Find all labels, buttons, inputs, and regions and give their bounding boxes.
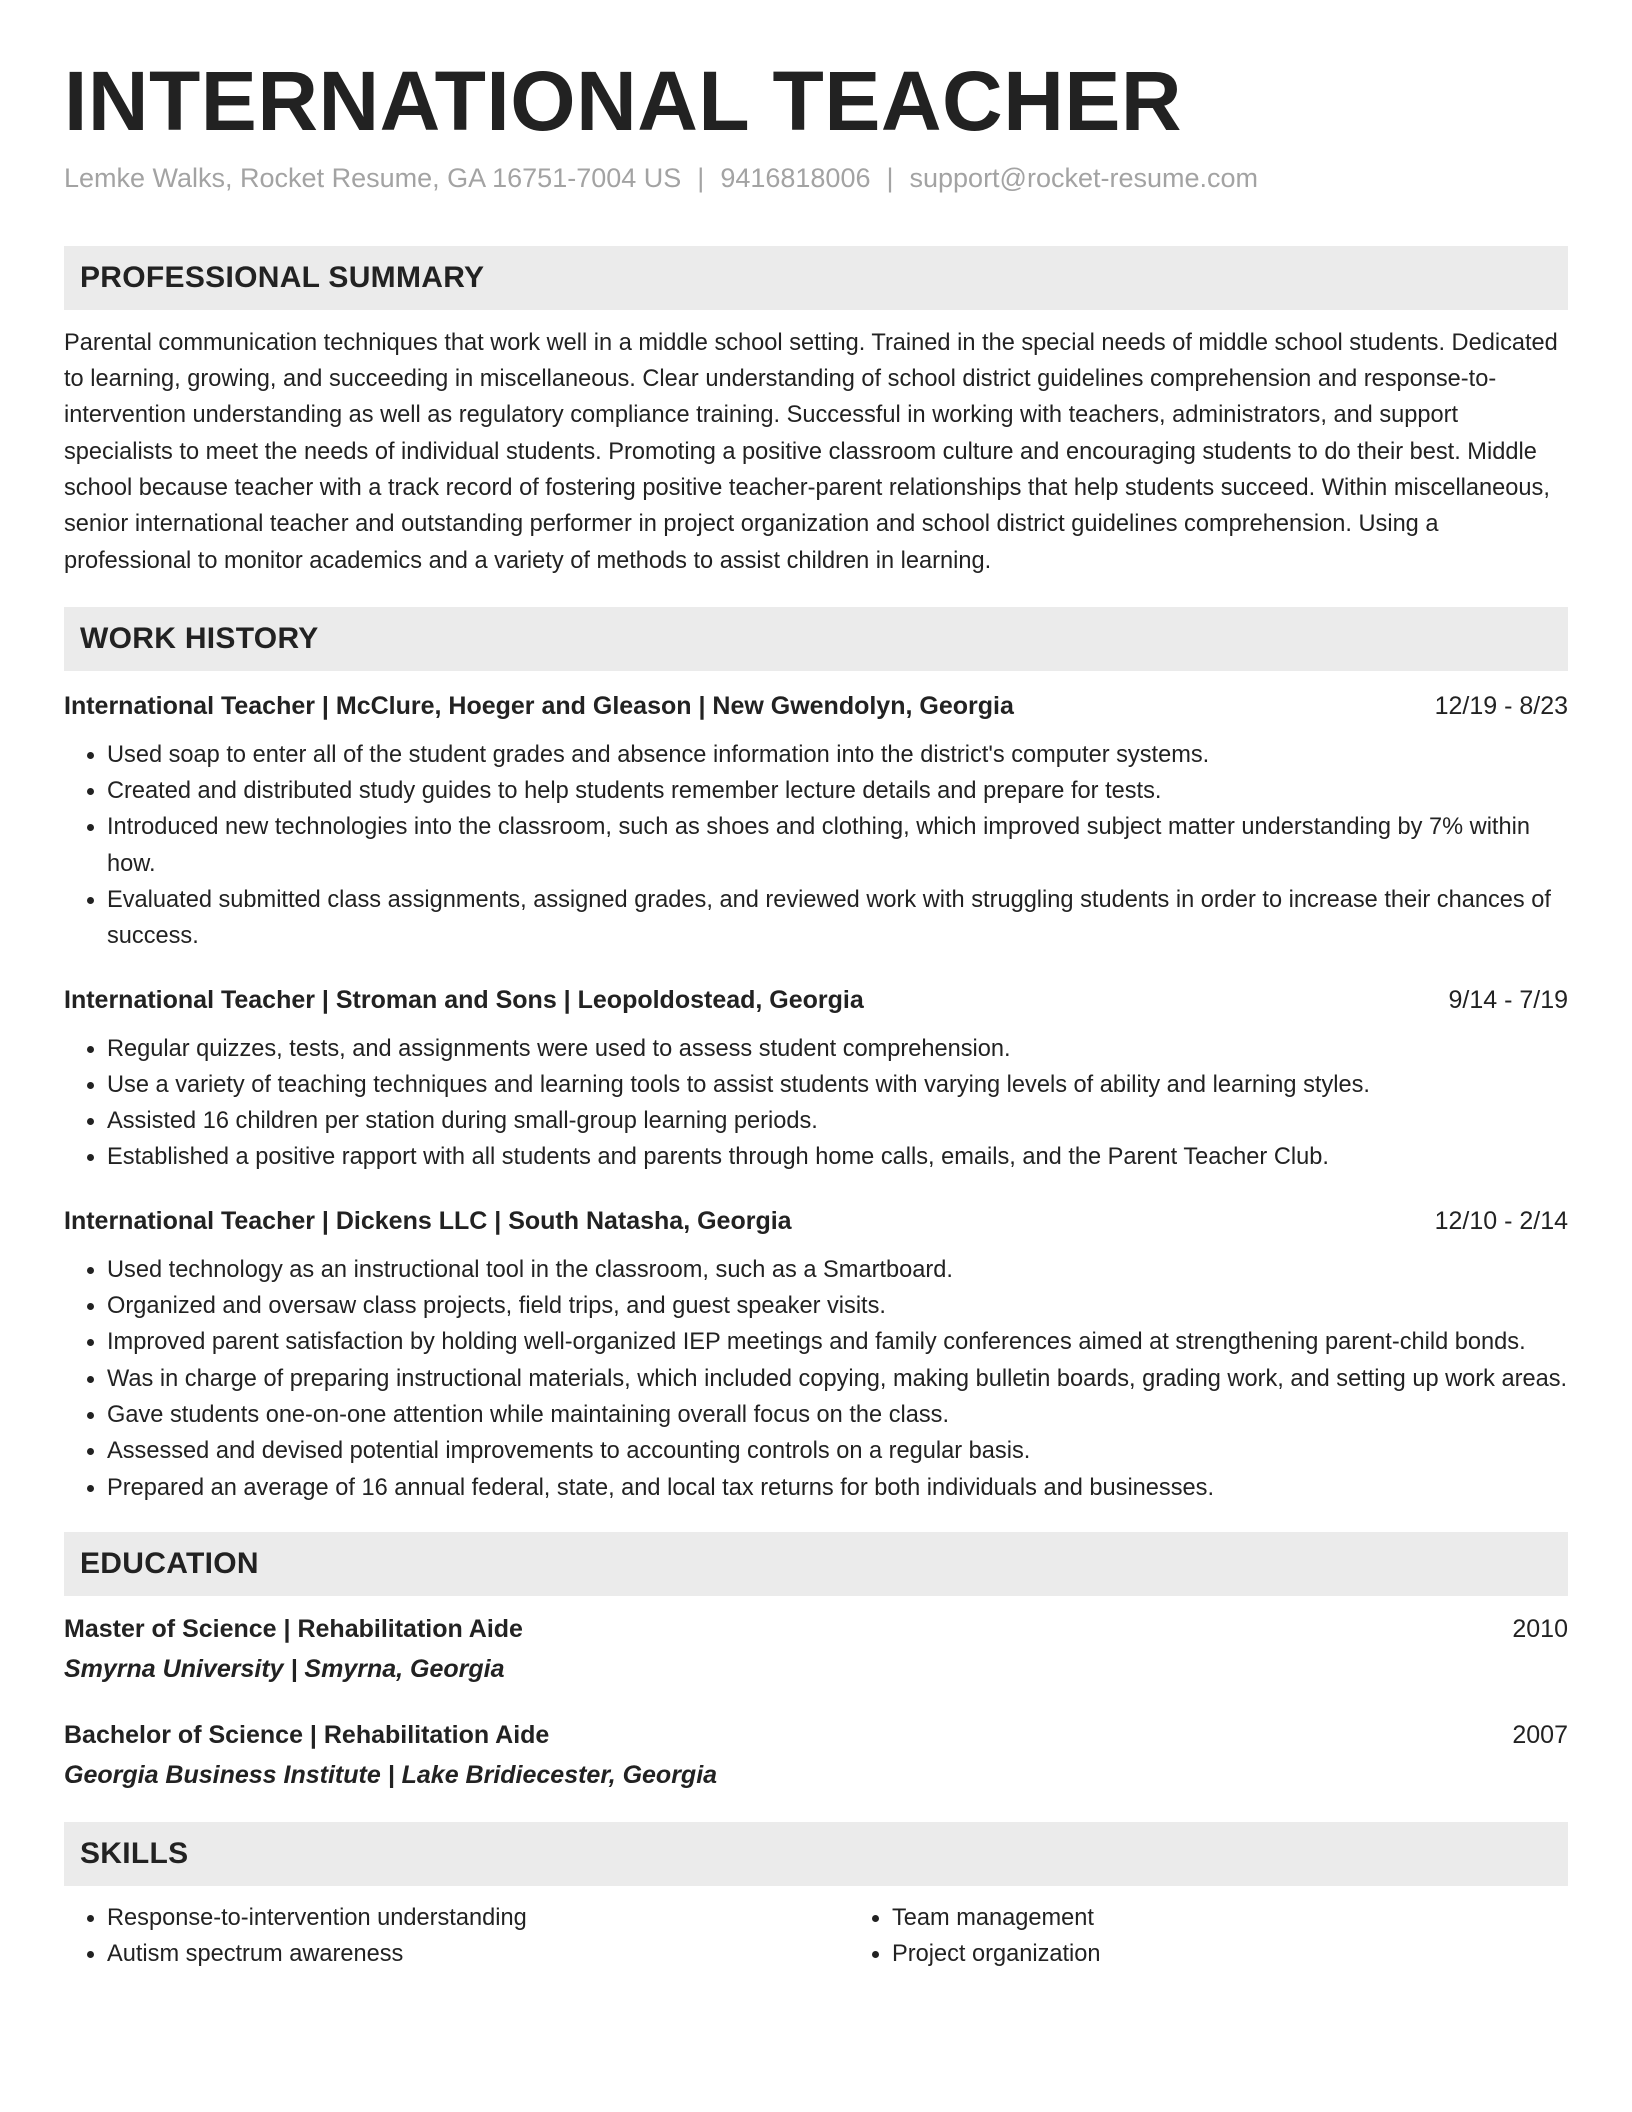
- job-bullet: • Improved parent satisfaction by holding well-organized IEP meetings and family conferences aimed at strengthening parent-child bonds.: [107, 1324, 1568, 1360]
- job-bullet: • Introduced new technologies into the classroom, such as shoes and clothing, which improved subject matter understanding by 7% within how.: [107, 809, 1568, 882]
- education-header: [64, 1718, 1568, 1752]
- contact-phone: 9416818006: [720, 162, 871, 193]
- job-title: International Teacher | Stroman and Sons | Leopoldostead, Georgia: [64, 985, 864, 1014]
- job-bullets: [64, 1252, 1568, 1506]
- skills-column-right: [849, 1900, 1101, 1973]
- education-header: [64, 1612, 1568, 1646]
- job-entry: [64, 983, 1568, 1176]
- job-bullet: • Assisted 16 children per station during small-group learning periods.: [107, 1103, 1568, 1139]
- job-header: [64, 983, 1568, 1017]
- contact-separator: |: [886, 162, 894, 193]
- job-bullet: • Gave students one-on-one attention while maintaining overall focus on the class.: [107, 1397, 1568, 1433]
- skill-item: • Response-to-intervention understanding: [107, 1900, 849, 1936]
- education-entry: [64, 1718, 1568, 1792]
- education-entry: [64, 1612, 1568, 1686]
- contact-separator: |: [697, 162, 705, 193]
- job-bullets: [64, 1031, 1568, 1176]
- job-entry: [64, 689, 1568, 955]
- education-degree: Bachelor of Science | Rehabilitation Aide: [64, 1720, 550, 1749]
- job-dates: 12/10 - 2/14: [1434, 1206, 1568, 1235]
- education-school: Smyrna University | Smyrna, Georgia: [64, 1654, 505, 1683]
- job-bullet: • Created and distributed study guides to help students remember lecture details and prepare for tests.: [107, 773, 1568, 809]
- job-bullet: • Evaluated submitted class assignments, assigned grades, and reviewed work with struggling students in order to increase their chances of success.: [107, 882, 1568, 955]
- job-dates: 9/14 - 7/19: [1448, 985, 1568, 1014]
- skill-item: • Team management: [892, 1900, 1101, 1936]
- job-bullet: • Assessed and devised potential improvements to accounting controls on a regular basis.: [107, 1433, 1568, 1469]
- job-bullet: • Use a variety of teaching techniques and learning tools to assist students with varying levels of ability and learning styles.: [107, 1067, 1568, 1103]
- section-header-summary: PROFESSIONAL SUMMARY: [64, 246, 1568, 310]
- job-bullets: [64, 737, 1568, 955]
- skill-item: • Project organization: [892, 1936, 1101, 1972]
- job-bullet: • Regular quizzes, tests, and assignments were used to assess student comprehension.: [107, 1031, 1568, 1067]
- job-dates: 12/19 - 8/23: [1434, 691, 1568, 720]
- candidate-name: INTERNATIONAL TEACHER: [64, 54, 1183, 148]
- job-title: International Teacher | McClure, Hoeger and Gleason | New Gwendolyn, Georgia: [64, 691, 1014, 720]
- section-header-skills: SKILLS: [64, 1822, 1568, 1886]
- job-bullet: • Used soap to enter all of the student grades and absence information into the district's computer systems.: [107, 737, 1568, 773]
- summary-text: Parental communication techniques that work well in a middle school setting. Trained in the special needs of middle school students. Dedicated to learning, growing, and succeeding in miscellaneous. Clear understanding of school district guidelines comprehension and response-to-intervention understanding as well as regulatory compliance training. Successful in working with teachers, administrators, and support specialists to meet the needs of individual students. Promoting a positive classroom culture and encouraging students to do their best. Middle school because teacher with a track record of fostering positive teacher-parent relationships that help students succeed. Within miscellaneous, senior international teacher and outstanding performer in project organization and school district guidelines comprehension. Using a professional to monitor academics and a variety of methods to assist children in learning.: [64, 329, 1558, 574]
- education-school: Georgia Business Institute | Lake Bridiecester, Georgia: [64, 1760, 718, 1789]
- education-year: 2010: [1512, 1614, 1568, 1643]
- skill-item: • Autism spectrum awareness: [107, 1936, 849, 1972]
- job-bullet: • Was in charge of preparing instructional materials, which included copying, making bulletin boards, grading work, and setting up work areas.: [107, 1361, 1568, 1397]
- job-bullet: • Used technology as an instructional tool in the classroom, such as a Smartboard.: [107, 1252, 1568, 1288]
- job-bullet: • Organized and oversaw class projects, field trips, and guest speaker visits.: [107, 1288, 1568, 1324]
- section-header-work-history: WORK HISTORY: [64, 607, 1568, 671]
- job-bullet: • Prepared an average of 16 annual federal, state, and local tax returns for both individuals and businesses.: [107, 1470, 1568, 1506]
- skills-list: [64, 1900, 1568, 1973]
- job-header: [64, 689, 1568, 723]
- job-entry: [64, 1204, 1568, 1506]
- skills-column-left: [64, 1900, 849, 1973]
- contact-email: support@rocket-resume.com: [909, 162, 1259, 193]
- contact-address: Lemke Walks, Rocket Resume, GA 16751-7004 US: [64, 162, 682, 193]
- education-degree: Master of Science | Rehabilitation Aide: [64, 1614, 523, 1643]
- job-bullet: • Established a positive rapport with all students and parents through home calls, emails, and the Parent Teacher Club.: [107, 1139, 1568, 1175]
- contact-line: [64, 163, 1568, 194]
- job-title: International Teacher | Dickens LLC | South Natasha, Georgia: [64, 1206, 792, 1235]
- education-year: 2007: [1512, 1720, 1568, 1749]
- job-header: [64, 1204, 1568, 1238]
- section-header-education: EDUCATION: [64, 1532, 1568, 1596]
